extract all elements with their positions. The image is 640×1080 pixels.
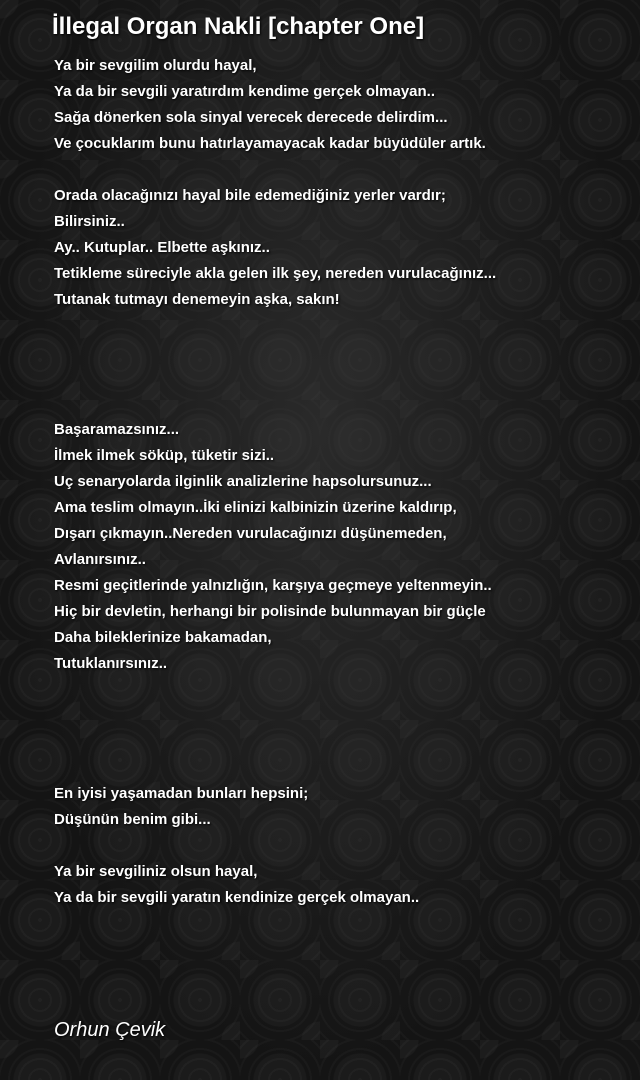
poem-line: Avlanırsınız.. [54, 551, 146, 568]
stanza-gap [54, 677, 634, 781]
poem-line: Resmi geçitlerinde yalnızlığın, karşıya geçmeye yeltenmeyin.. [54, 577, 492, 594]
poem-line: Orada olacağınızı hayal bile edemediğiniz yerler vardır; [54, 187, 446, 204]
poem-line: Düşünün benim gibi... [54, 811, 211, 828]
stanza [54, 859, 634, 911]
poem-line: Tutanak tutmayı denemeyin aşka, sakın! [54, 291, 340, 308]
stanza-gap [54, 833, 634, 859]
poem-line: İlmek ilmek söküp, tüketir sizi.. [54, 447, 275, 464]
poem-line: Ya da bir sevgili yaratırdım kendime gerçek olmayan.. [54, 83, 436, 100]
poem-line: Tutuklanırsınız.. [54, 655, 168, 672]
poem-line: Ama teslim olmayın..İki elinizi kalbinizin üzerine kaldırıp, [54, 499, 457, 516]
stanza [54, 781, 634, 833]
poem-title: İllegal Organ Nakli [chapter One] [52, 13, 425, 40]
poem-body [54, 53, 634, 911]
stanza-gap [54, 157, 634, 183]
poem-line: Tetikleme süreciyle akla gelen ilk şey, nereden vurulacağınız... [54, 265, 497, 282]
poem-line: Hiç bir devletin, herhangi bir polisinde bulunmayan bir güçle [54, 603, 486, 620]
poem-line: Ya da bir sevgili yaratın kendinize gerçek olmayan.. [54, 889, 420, 906]
poem-line: En iyisi yaşamadan bunları hepsini; [54, 785, 309, 802]
author-name: Orhun Çevik [54, 1019, 166, 1041]
stanza [54, 53, 634, 157]
stanza-gap [54, 313, 634, 417]
poem-line: Ya bir sevgilim olurdu hayal, [54, 57, 257, 74]
poem-line: Başaramazsınız... [54, 421, 180, 438]
poem-line: Sağa dönerken sola sinyal verecek derecede delirdim... [54, 109, 448, 126]
poem-line: Ya bir sevgiliniz olsun hayal, [54, 863, 258, 880]
stanza [54, 183, 634, 313]
poem-line: Bilirsiniz.. [54, 213, 125, 230]
poem-line: Uç senaryolarda ilginlik analizlerine hapsolursunuz... [54, 473, 432, 490]
poem-line: Ve çocuklarım bunu hatırlayamayacak kadar büyüdüler artık. [54, 135, 486, 152]
poem-line: Dışarı çıkmayın..Nereden vurulacağınızı düşünemeden, [54, 525, 447, 542]
stanza [54, 417, 634, 677]
poem-line: Daha bileklerinize bakamadan, [54, 629, 272, 646]
poem-line: Ay.. Kutuplar.. Elbette aşkınız.. [54, 239, 270, 256]
